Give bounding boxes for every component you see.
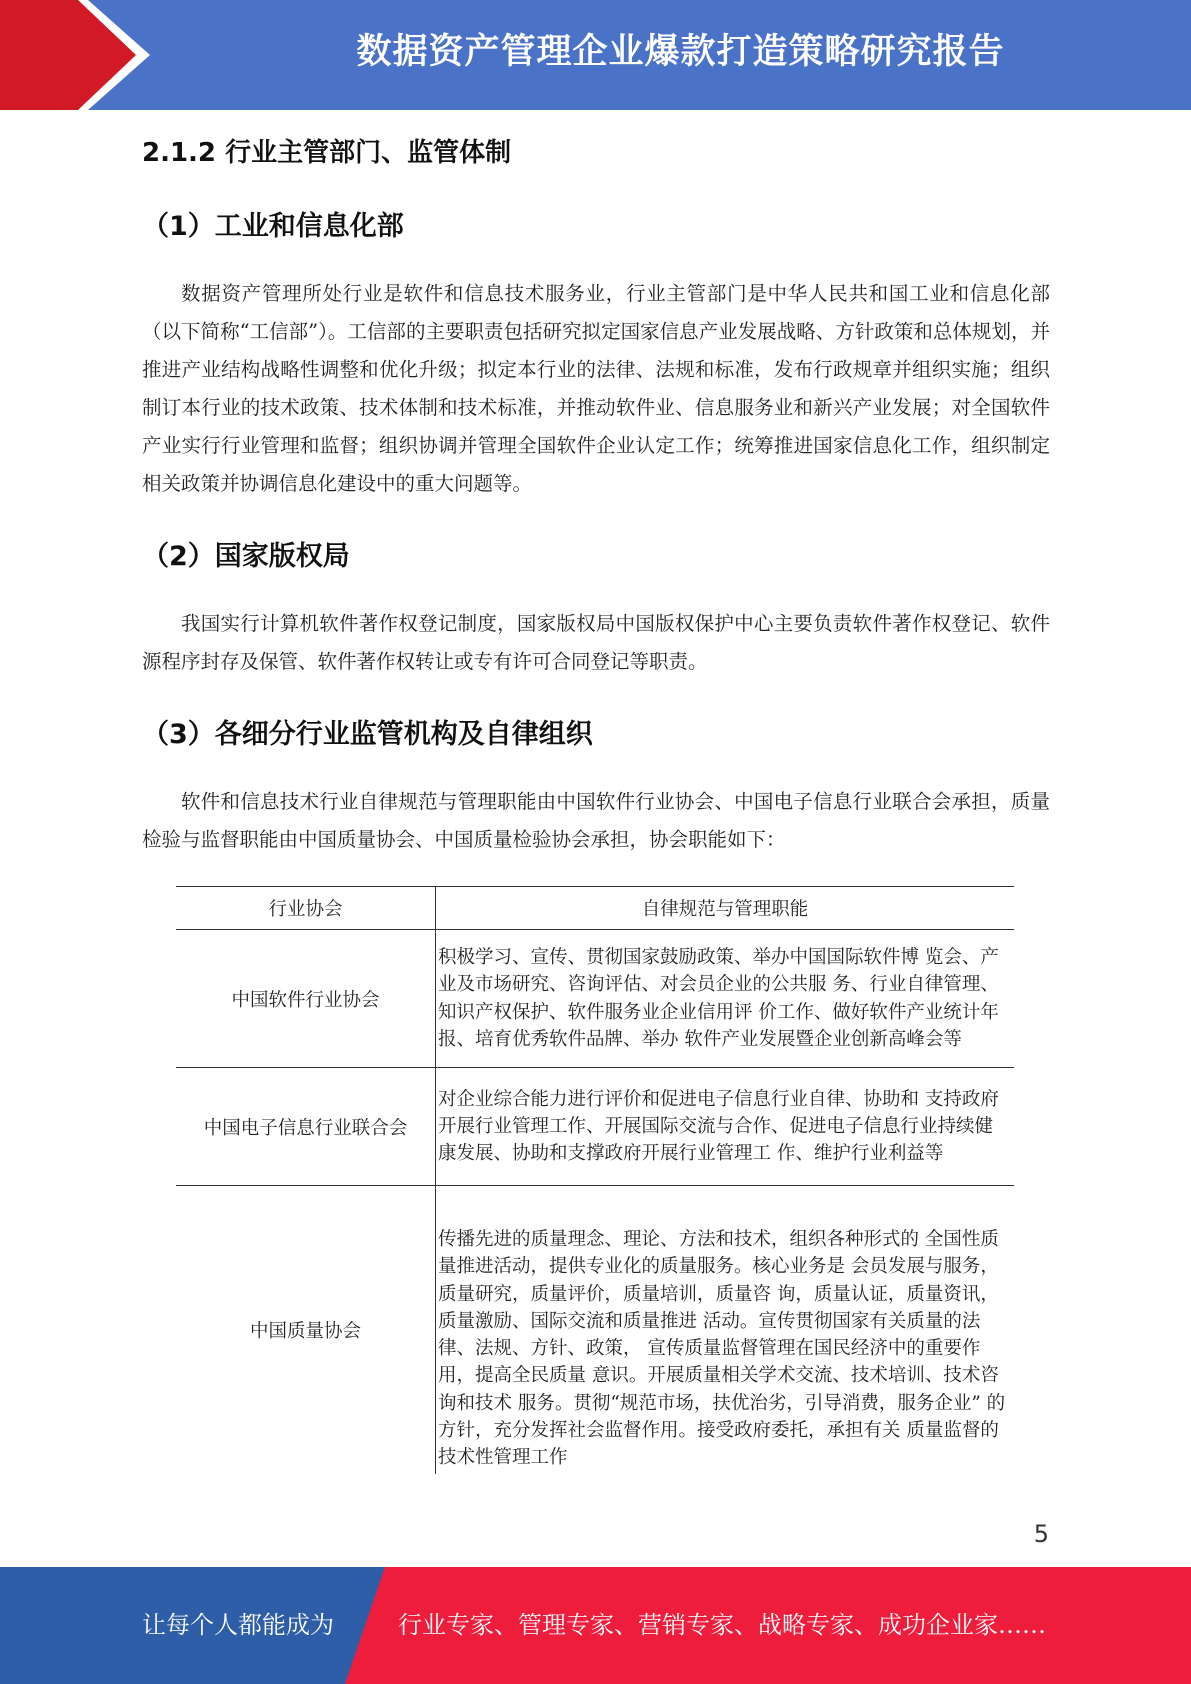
- paragraph-3: 软件和信息技术行业自律规范与管理职能由中国软件行业协会、中国电子信息行业联合会承担，质量检验与监督职能由中国质量协会、中国质量检验协会承担，协会职能如下：: [142, 790, 1050, 851]
- table-row: [176, 1186, 1014, 1474]
- section-heading: 2.1.2 行业主管部门、监管体制: [142, 138, 512, 168]
- header-arrow-icon: [0, 0, 140, 110]
- association-functions: 对企业综合能力进行评价和促进电子信息行业自律、协助和 支持政府开展行业管理工作、开展国际交流与合作、促进电子信息行业持续健康发展、协助和支撑政府开展行业管理工 作、维护行业利益等: [436, 1068, 1015, 1186]
- page-number: 5: [1033, 1520, 1049, 1548]
- table-row: [176, 930, 1014, 1068]
- association-table: [176, 886, 1014, 1474]
- subsection-heading-1: （1）工业和信息化部: [142, 211, 404, 242]
- footer-slogan-right: 行业专家、管理专家、营销专家、战略专家、成功企业家……: [398, 1611, 1046, 1639]
- footer-slogan-left: 让每个人都能成为: [142, 1611, 334, 1639]
- table-header-row: [176, 887, 1014, 930]
- association-functions: 传播先进的质量理念、理论、方法和技术，组织各种形式的 全国性质量推进活动，提供专业化的质量服务。核心业务是 会员发展与服务，质量研究，质量评价，质量培训，质量咨 询，质量认证，质量资讯，质量激励、国际交流和质量推进 活动。宣传贯彻国家有关质量的法律、法规、方针、政策， 宣传质量监督管理在国民经济中的重要作用，提高全民质量 意识。开展质量相关学术交流、技术培训、技术咨询和技术 服务。贯彻“规范市场，扶优治劣，引导消费，服务企业” 的方针，充分发挥社会监督作用。接受政府委托，承担有关 质量监督的技术性管理工作: [438, 1229, 1006, 1469]
- paragraph-2: 我国实行计算机软件著作权登记制度，国家版权局中国版权保护中心主要负责软件著作权登记、软件源程序封存及保管、软件著作权转让或专有许可合同登记等职责。: [142, 612, 1050, 673]
- paragraph-1: 数据资产管理所处行业是软件和信息技术服务业，行业主管部门是中华人民共和国工业和信息化部（以下简称“工信部”）。工信部的主要职责包括研究拟定国家信息产业发展战略、方针政策和总体规划，并推进产业结构战略性调整和优化升级；拟定本行业的法律、法规和标准，发布行政规章并组织实施；组织制订本行业的技术政策、技术体制和技术标准，并推动软件业、信息服务业和新兴产业发展；对全国软件产业实行行业管理和监督；组织协调并管理全国软件企业认定工作；统筹推进国家信息化工作，组织制定相关政策并协调信息化建设中的重大问题等。: [142, 282, 1050, 495]
- header-banner: [0, 0, 1191, 110]
- table-header-functions: 自律规范与管理职能: [436, 887, 1015, 930]
- report-title: 数据资产管理企业爆款打造策略研究报告: [356, 32, 1005, 72]
- subsection-heading-2: （2）国家版权局: [142, 541, 350, 572]
- subsection-heading-3: （3）各细分行业监管机构及自律组织: [142, 719, 593, 750]
- association-name: 中国软件行业协会: [176, 930, 436, 1068]
- table-header-association: 行业协会: [176, 887, 436, 930]
- table-row: [176, 1068, 1014, 1186]
- footer-banner: [0, 1567, 1191, 1684]
- association-name: 中国质量协会: [176, 1186, 436, 1474]
- association-name: 中国电子信息行业联合会: [176, 1068, 436, 1186]
- association-functions: 积极学习、宣传、贯彻国家鼓励政策、举办中国国际软件博 览会、产业及市场研究、咨询评估、对会员企业的公共服 务、行业自律管理、知识产权保护、软件服务业企业信用评 价工作、做好软件产业统计年报、培育优秀软件品牌、举办 软件产业发展暨企业创新高峰会等: [436, 930, 1015, 1068]
